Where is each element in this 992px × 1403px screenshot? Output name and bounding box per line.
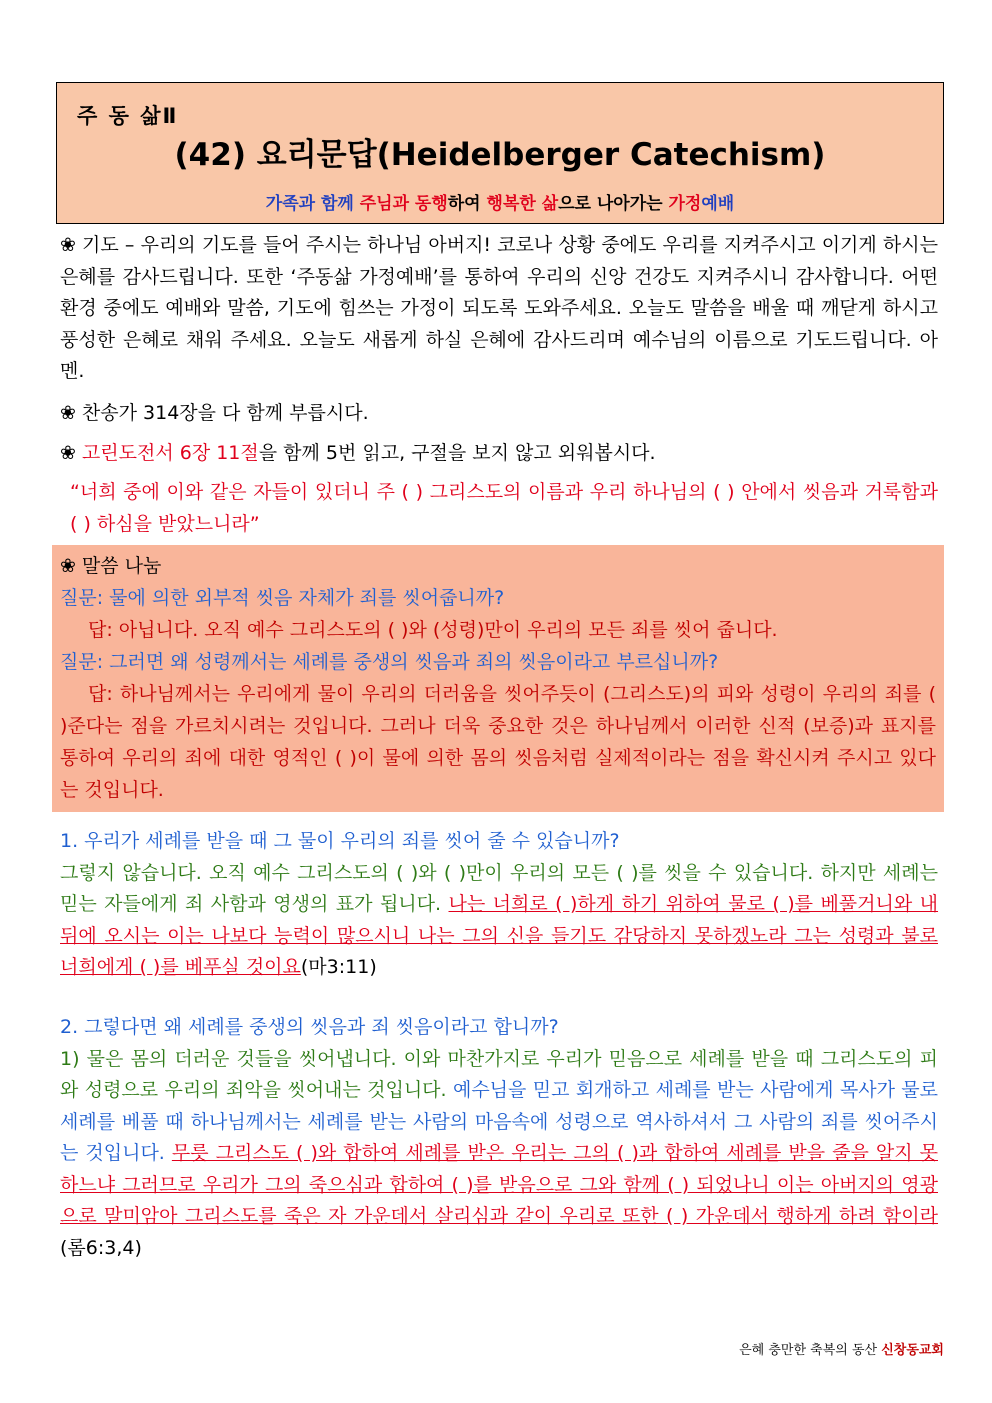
sharing-heading-text: 말씀 나눔 — [81, 555, 162, 577]
series-label: 주 동 삶Ⅱ — [77, 104, 179, 128]
memory-verse: “너희 중에 이와 같은 자들이 있더니 주 ( ) 그리스도의 이름과 우리 하나님의 ( ) 안에서 씻음과 거룩함과 ( ) 하심을 받았느니라” — [70, 481, 938, 535]
section-1-question: 1. 우리가 세례를 받을 때 그 물이 우리의 죄를 씻어 줄 수 있습니까? — [60, 830, 620, 852]
subtitle-part: 예배 — [701, 194, 735, 214]
reading-instruction: 을 함께 5번 읽고, 구절을 보지 않고 외워봅시다. — [258, 442, 656, 464]
footer-church: 신창동교회 — [881, 1343, 944, 1358]
flower-bullet-icon: ❀ — [60, 402, 76, 424]
flower-bullet-icon: ❀ — [60, 555, 76, 577]
section-1-reference: (마3:11) — [300, 956, 377, 978]
sharing-heading — [60, 550, 936, 582]
section-2-answer-green: 1) 물은 몸의 더러운 것들을 씻어냅니다. 이와 마찬가지로 우리가 믿음으로 세례를 받을 때 그리스도의 피와 성령으로 우리의 죄악을 씻어내는 것입니다. — [60, 1047, 938, 1101]
section-1-quote: 나는 너희로 ( )하게 하기 위하여 물로 ( )를 베풀거니와 내 뒤에 오시는 이는 나보다 능력이 많으시니 나는 그의 신을 들기도 감당하지 못하겠노라 그는 성령과 불로 너희에게 ( )를 베푸실 것이요 — [60, 893, 939, 978]
subtitle-part: 주님과 동행 — [359, 194, 448, 214]
subtitle-part: 가정 — [668, 194, 702, 214]
subtitle-part: 행복한 삶 — [486, 194, 559, 214]
subtitle — [57, 189, 943, 214]
prayer-paragraph — [60, 230, 938, 388]
section-2-question: 2. 그렇다면 왜 세례를 중생의 씻음과 죄 씻음이라고 합니까? — [60, 1016, 559, 1038]
section-1-answer: 그렇지 않습니다. 오직 예수 그리스도의 ( )와 ( )만이 우리의 모든 ( )를 씻을 수 있습니다. 하지만 세례는 믿는 자들에게 죄 사함과 영생의 표가 됩니다. — [60, 861, 938, 915]
section-2-body — [60, 1044, 938, 1265]
prayer-text: 기도 – 우리의 기도를 들어 주시는 하나님 아버지! 코로나 상황 중에도 우리를 지켜주시고 이기게 하시는 은혜를 감사드립니다. 또한 ‘주동삶 가정예배’를 통하여 우리의 신앙 건강도 지켜주시니 감사합니다. 어떤 환경 중에도 예배와 말씀, 기도에 힘쓰는 가정이 되도록 도와주세요. 오늘도 말씀을 배울 때 깨닫게 하시고 풍성한 은혜로 채워 주세요. 오늘도 새롭게 하실 은혜에 감사드리며 예수님의 이름으로 기도드립니다. 아멘. — [60, 234, 938, 382]
subtitle-part: 가족과 함께 — [265, 194, 360, 214]
sharing-box — [52, 545, 944, 812]
section-2-quote: 무릇 그리스도 ( )와 합하여 세례를 받은 우리는 그의 ( )과 합하여 세례를 받을 줄을 알지 못하느냐 그러므로 우리가 그의 죽으심과 합하여 ( )를 받음으로 그와 함께 ( ) 되었나니 이는 아버지의 영광으로 말미암아 그리스도를 죽은 자 가운데서 살리심과 같이 우리로 또한 ( ) 가운데서 행하게 하려 함이라 — [60, 1142, 938, 1227]
sharing-answer-2: 답: 하나님께서는 우리에게 물이 우리의 더러움을 씻어주듯이 (그리스도)의 피와 성령이 우리의 죄를 ( )준다는 점을 가르치시려는 것입니다. 그러나 더욱 중요한 것은 하나님께서 이러한 신적 (보증)과 표지를 통하여 우리의 죄에 대한 영적인 ( )이 물에 의한 몸의 씻음처럼 실제적이라는 점을 확신시켜 주시고 있다는 것입니다. — [60, 683, 936, 801]
section-2-reference: (롬6:3,4) — [60, 1236, 142, 1259]
section-2-answer-blue: 예수님을 믿고 회개하고 세례를 받는 사람에게 목사가 물로 세례를 베풀 때 하나님께서는 세례를 받는 사람의 마음속에 성령으로 역사하셔서 그 사람의 죄를 씻어주시는 것입니다. — [60, 1079, 939, 1164]
section-1-body — [60, 858, 938, 984]
sharing-question-2: 질문: 그러면 왜 성령께서는 세례를 중생의 씻음과 죄의 씻음이라고 부르십니까? — [60, 651, 719, 673]
hymn-paragraph — [60, 398, 938, 430]
header-box — [56, 82, 944, 224]
section-2 — [60, 1012, 938, 1264]
sharing-question-1: 질문: 물에 의한 외부적 씻음 자체가 죄를 씻어줍니까? — [60, 587, 505, 609]
footer — [739, 1339, 944, 1358]
section-1 — [60, 826, 938, 984]
sharing-answer-1: 답: 아닙니다. 오직 예수 그리스도의 ( )와 (성령)만이 우리의 모든 죄를 씻어 줍니다. — [88, 619, 778, 641]
subtitle-part: 으로 나아가는 — [558, 194, 669, 214]
footer-text: 은혜 충만한 축복의 동산 — [739, 1343, 882, 1358]
reading-reference: 고린도전서 6장 11절 — [81, 442, 259, 464]
reading-paragraph — [60, 438, 938, 470]
page-title: (42) 요리문답(Heidelberger Catechism) — [174, 137, 826, 173]
subtitle-part: 하여 — [447, 194, 487, 214]
flower-bullet-icon: ❀ — [60, 234, 77, 256]
hymn-text: 찬송가 314장을 다 함께 부릅시다. — [81, 402, 369, 424]
flower-bullet-icon: ❀ — [60, 442, 76, 464]
